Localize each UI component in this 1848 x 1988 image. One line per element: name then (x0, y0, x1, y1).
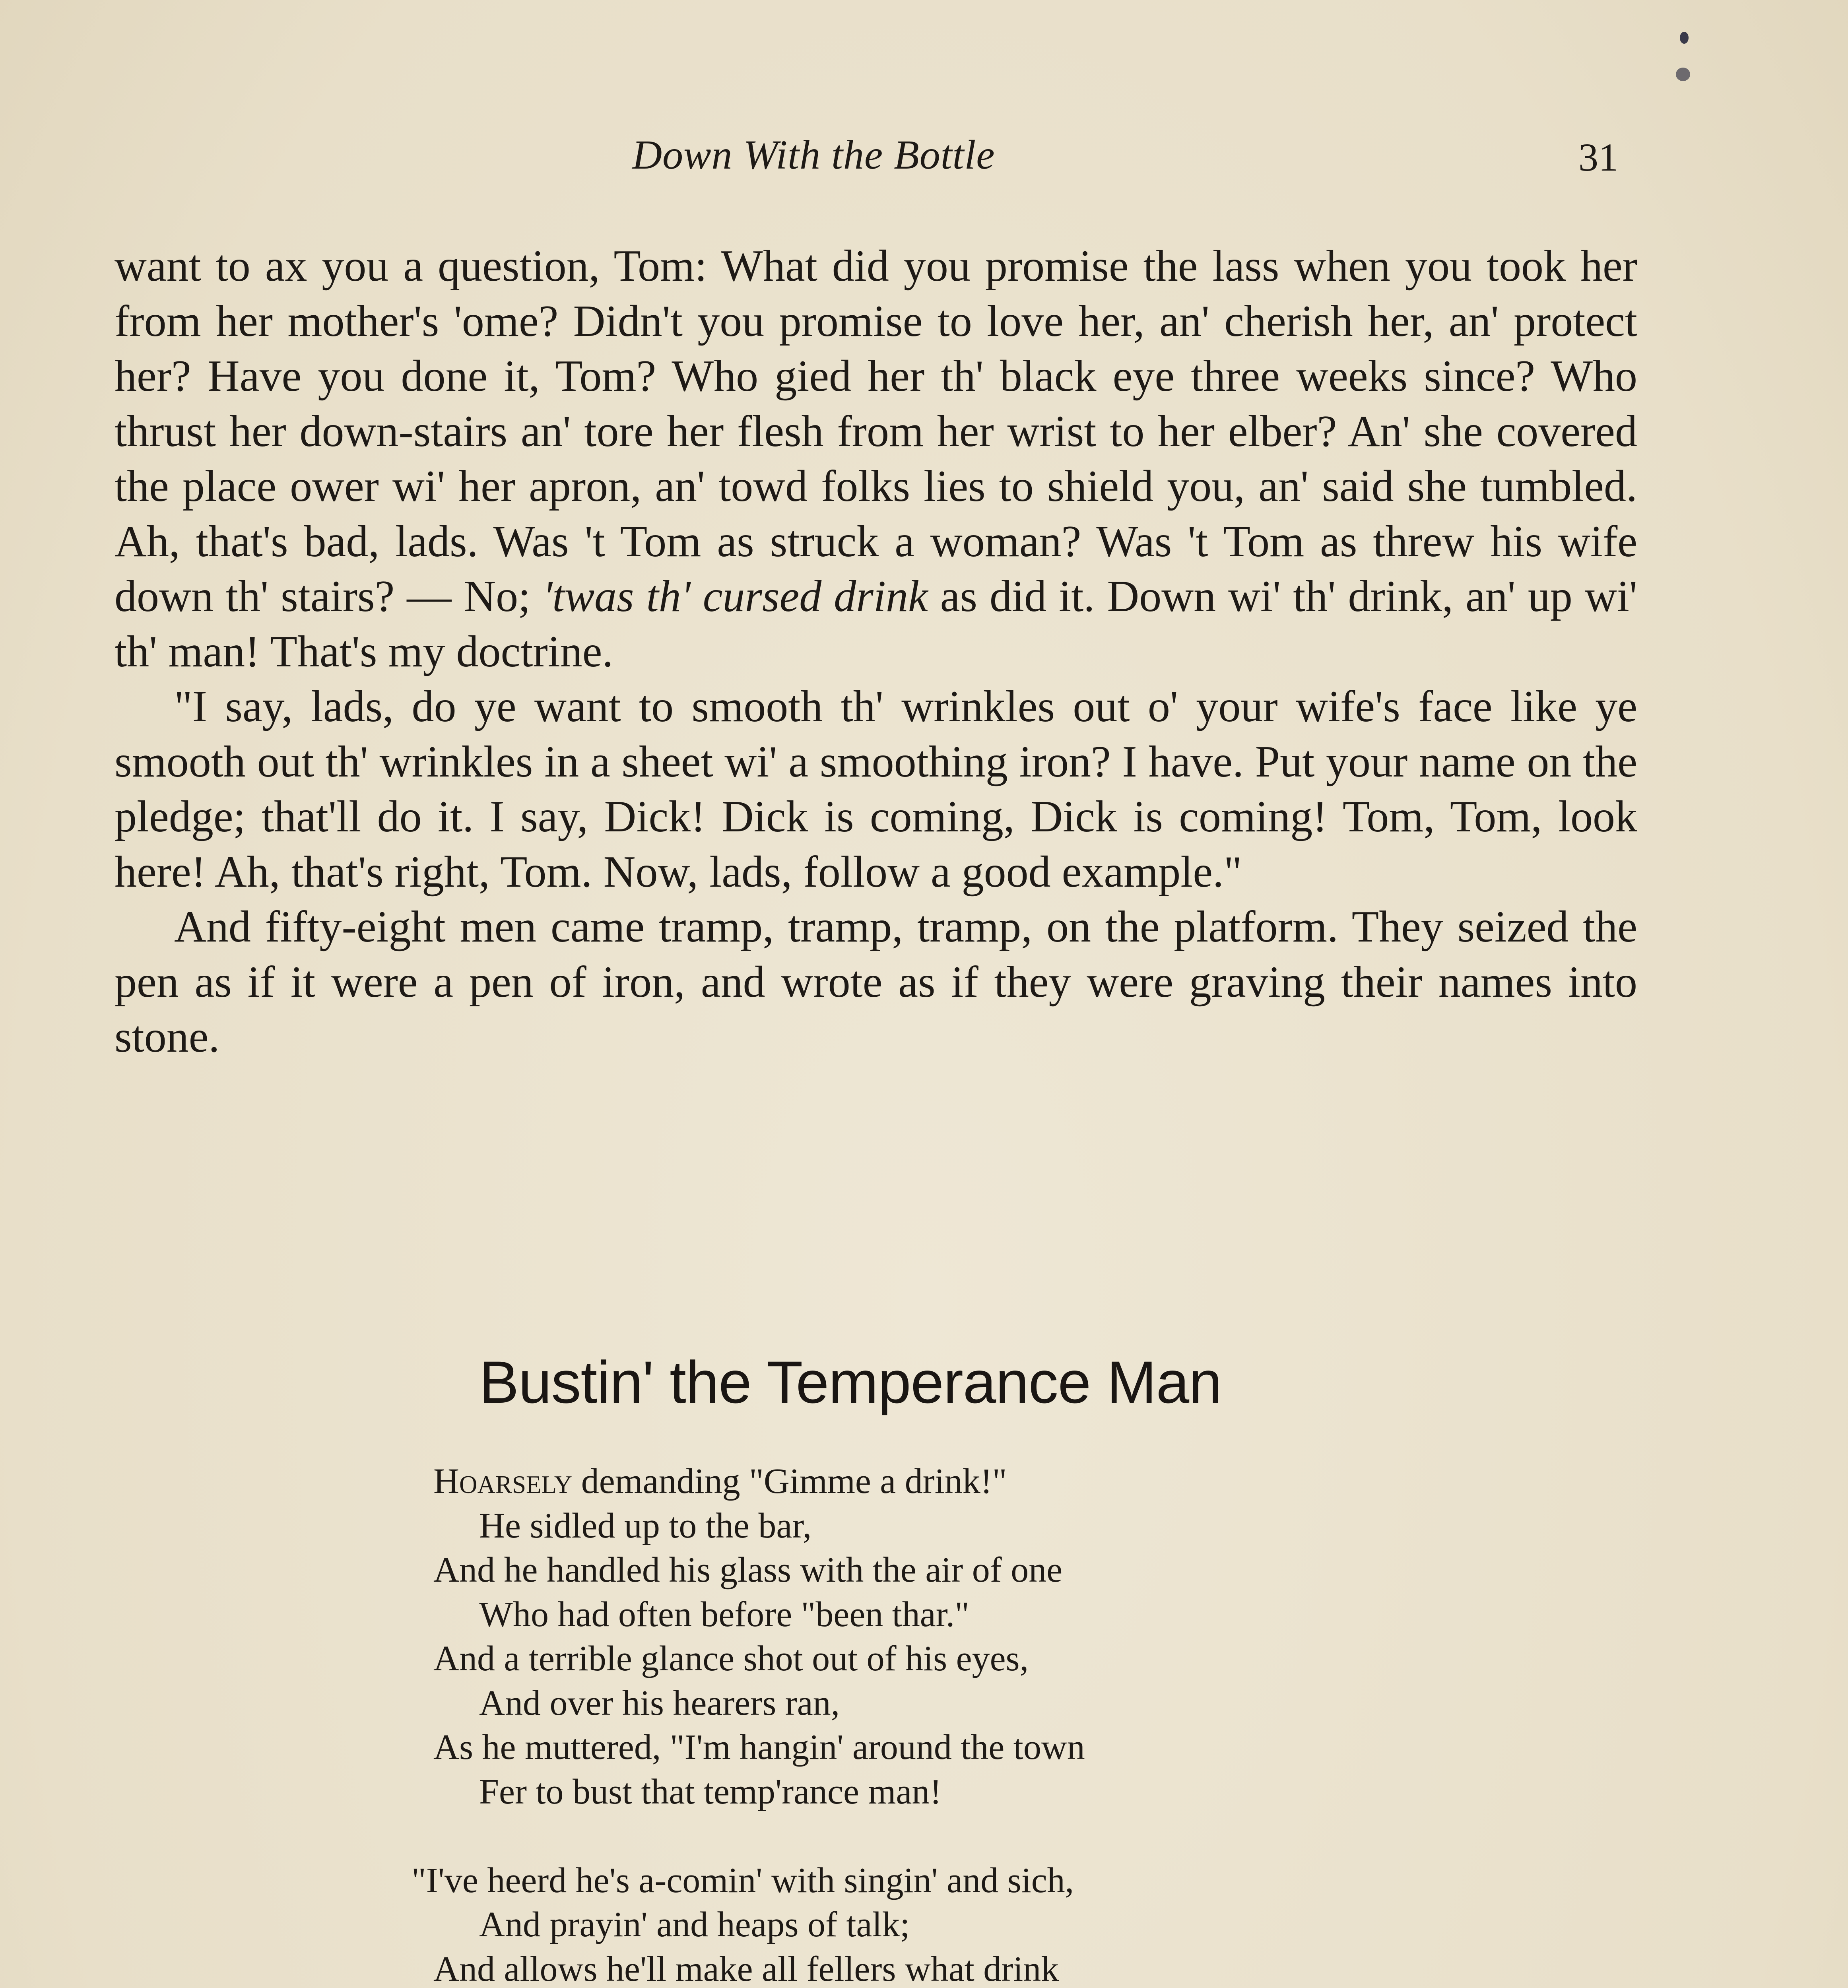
stanza-1 (433, 1459, 1467, 1814)
paragraph-2: "I say, lads, do ye want to smooth th' wrinkles out o' your wife's face like ye smooth out th' wrinkles in a sheet wi' a smoothing iron? I have. Put your name on the pledge; that'll do it. I say, Dick! Dick is coming, Dick is coming! Tom, Tom, look here! Ah, that's right, Tom. Now, lads, follow a good example." (115, 682, 1637, 897)
poem-line: And allows he'll make all fellers what drink (433, 1949, 1059, 1988)
poem-line: "I've heerd he's a-comin' with singin' and sich, (412, 1860, 1074, 1900)
poem-line-text: demanding "Gimme a drink!" (572, 1462, 1007, 1501)
running-head: Down With the Bottle (632, 132, 995, 178)
paragraph-1-text: want to ax you a question, Tom: What did you promise the lass when you took her from her mother's 'ome? Didn't you promise to love her, an' cherish her, an' protect her? Have you done it, Tom? Who gied her th' black eye three weeks since? Who thrust her down-stairs an' tore her flesh from her wrist to her elber? An' she covered the place ower wi' her apron, an' towd folks lies to shield you, an' said she tumbled. Ah, that's bad, lads. Was 't Tom as struck a woman? Was 't Tom as threw his wife down th' stairs? — No; (115, 241, 1637, 621)
page-number: 31 (1578, 135, 1618, 179)
poem-line: As he muttered, "I'm hangin' around the town (433, 1728, 1085, 1767)
stanza-2 (412, 1858, 1467, 1988)
poem-line (433, 1459, 1467, 1504)
small-caps-word: Hoarsely (433, 1462, 573, 1501)
poem-line: Who had often before "been thar." (479, 1594, 969, 1634)
poem-line: And over his hearers ran, (479, 1683, 840, 1723)
poem-line: Fer to bust that temp'rance man! (479, 1772, 942, 1811)
poem-line: And a terrible glance shot out of his eyes, (433, 1639, 1029, 1678)
paragraph-1 (115, 239, 1637, 679)
poem-title: Bustin' the Temperance Man (479, 1349, 1222, 1415)
poem-line: He sidled up to the bar, (479, 1506, 812, 1545)
poem-line: And he handled his glass with the air of one (433, 1550, 1063, 1590)
poem-line: And prayin' and heaps of talk; (479, 1905, 910, 1944)
prose-body (115, 239, 1637, 1065)
paragraph-3: And fifty-eight men came tramp, tramp, tramp, on the platform. They seized the pen as if it were a pen of iron, and wrote as if they were graving their names into stone. (115, 902, 1637, 1062)
poem (412, 1459, 1467, 1988)
ink-speck-icon (1680, 32, 1689, 44)
ink-speck-icon (1676, 68, 1690, 81)
paragraph-1-italic: 'twas th' cursed drink (543, 572, 928, 621)
paragraph-1-text-end: as did it. Down wi' th' drink, an' up wi' th' man! That's my doctrine. (115, 572, 1638, 676)
